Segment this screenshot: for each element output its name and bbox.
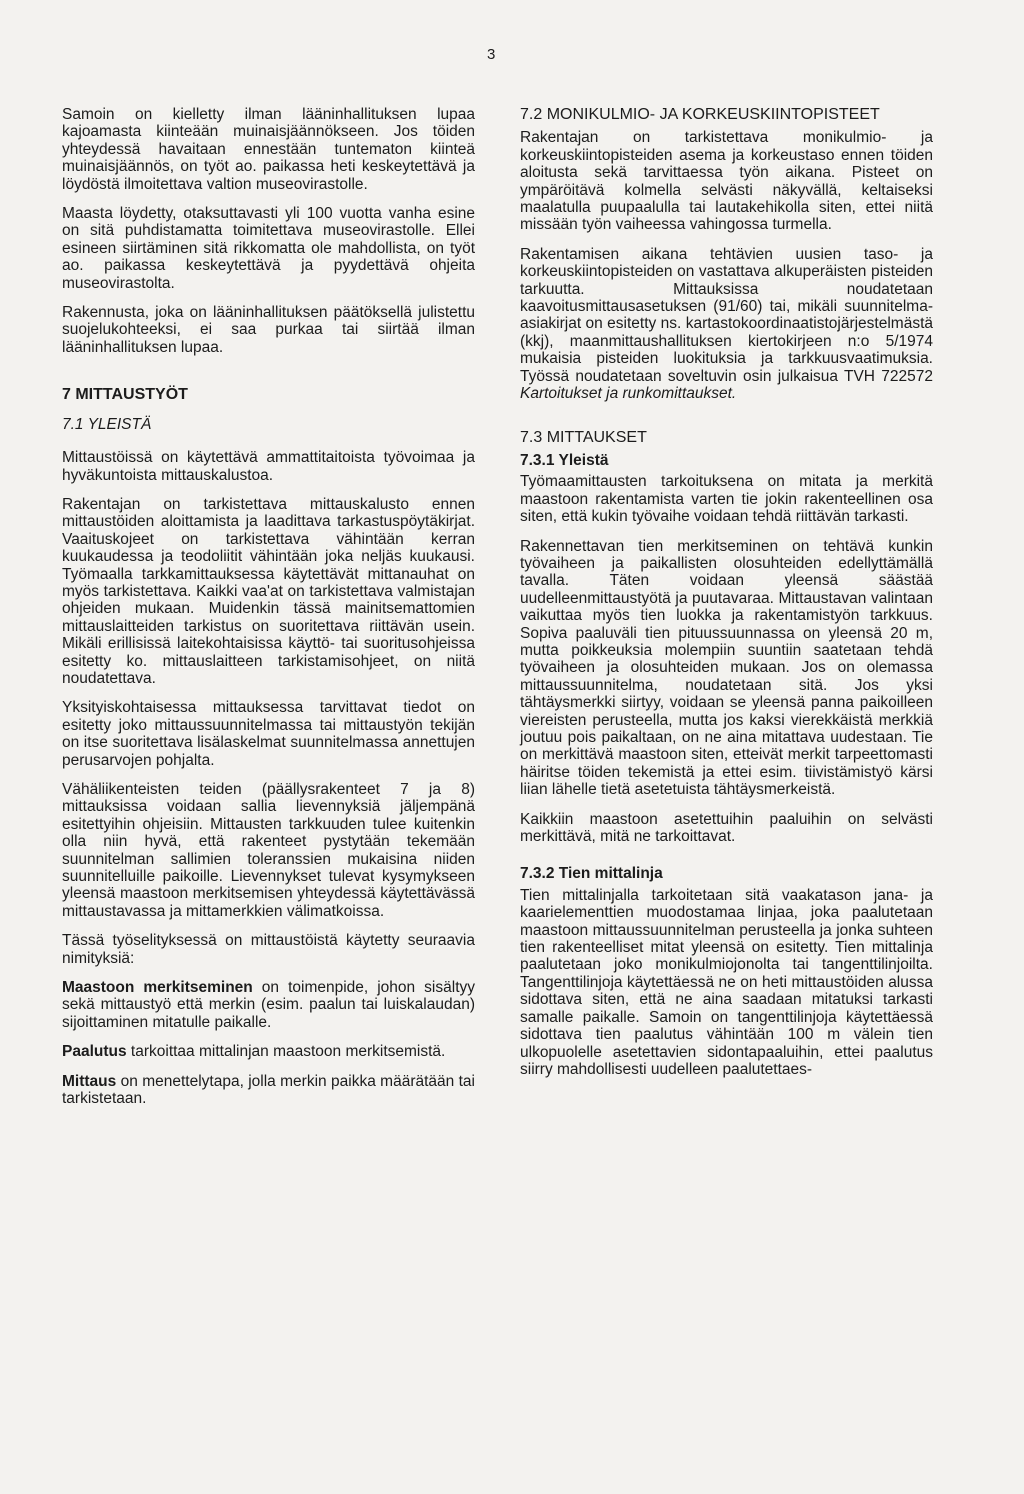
section-heading: 7.2 MONIKULMIO- JA KORKEUSKIINTOPISTEET: [520, 106, 880, 123]
paragraph: Samoin on kielletty ilman lääninhallituksen lupaa kajoamasta kiinteään muinaisjäännökseen. Jos töiden yhteydessä havaitaan ennestään tuntematon kiinteä muinaisjäännös, on työt ao. paikassa heti keskeytettävä ja löydöstä ilmoitettava valtion museovirastolle.: [62, 106, 475, 193]
term-definition: tarkoittaa mittalinjan maastoon merkitsemistä.: [126, 1043, 446, 1061]
term: Paalutus: [62, 1043, 127, 1061]
paragraph: Vähäliikenteisten teiden (päällysrakenteet 7 ja 8) mittauksissa voidaan sallia lievennyksiä jäljempänä esitettyihin ohjeisiin. Mittausten tarkkuuden tulee kuitenkin olla niin hyvä, että rakenteet pystytään tekemään suunnitelman sallimien toleranssien mukaisina niiden suunnitelluille paikoille. Lievennykset tulevat kysymykseen yleensä maastoon merkitsemisen yhteydessä käytettävässä mittaustavassa ja mittamerkkien välimatkoissa.: [62, 781, 475, 920]
term: Mittaus: [62, 1072, 117, 1090]
paragraph: Mittaustöissä on käytettävä ammattitaitoista työvoimaa ja hyväkuntoista mittauskalustoa.: [62, 449, 475, 484]
term-definition: on menettelytapa, jolla merkin paikka määrätään tai tarkistetaan.: [62, 1072, 475, 1108]
section-heading: 7 MITTAUSTYÖT: [62, 386, 188, 404]
paragraph: [520, 246, 933, 403]
definition-paragraph: [62, 1073, 475, 1108]
subsection-heading: 7.1 YLEISTÄ: [62, 415, 152, 433]
paragraph: Tässä työselityksessä on mittaustöistä käytetty seuraavia nimityksiä:: [62, 932, 475, 967]
term-definition: on toimenpide, johon sisältyy sekä mittaustyö että merkin (esim. paalun tai luiskalaudan) sijoittaminen mitatulle paikalle.: [62, 979, 475, 1031]
term: Maastoon merkitseminen: [62, 979, 253, 997]
paragraph: Rakentajan on tarkistettava monikulmio- ja korkeuskiintopisteiden asema ja korkeustaso ennen töiden aloitusta sekä tarvittaessa työn aikana. Pisteet on ympäröitävä kolmella selvästi näkyvällä, keltaiseksi maalatulla puupaalulla tai lautakehikolla siten, ettei niitä missään työn vaiheessa vahingossa turmella.: [520, 129, 933, 234]
page-number: 3: [487, 46, 496, 63]
right-column: [520, 106, 933, 1090]
subsection-heading: 7.3.2 Tien mittalinja: [520, 865, 663, 883]
left-column: [62, 106, 475, 1120]
publication-title: Kartoitukset ja runkomittaukset.: [520, 385, 737, 403]
paragraph-text: Rakentamisen aikana tehtävien uusien taso- ja korkeuskiintopisteiden on vastattava alkuperäisten pisteiden tarkuutta. Mittauksissa noudatetaan kaavoitusmittausasetuksen (91/60) tai, mikäli suunnitelma-asiakirjat on esitetty ns. kartastokoordinaatistojärjestelmästä (kkj), maanmittaushallituksen kiertokirjeen n:o 5/1974 mukaisia pisteiden luokituksia ja tarkkuusvaatimuksia. Työssä noudatetaan soveltuvin osin julkaisua TVH 722572: [520, 245, 933, 385]
paragraph: Yksityiskohtaisessa mittauksessa tarvittavat tiedot on esitetty joko mittaussuunnitelmassa tai mittaustyön tekijän on itse suoritettava lisälaskelmat suunnitelmassa annettujen perusarvojen pohjalta.: [62, 699, 475, 769]
paragraph: Rakennusta, joka on lääninhallituksen päätöksellä julistettu suojelukohteeksi, ei saa purkaa tai siirtää ilman lääninhallituksen lupaa.: [62, 304, 475, 356]
definition-paragraph: [62, 979, 475, 1031]
paragraph: Tien mittalinjalla tarkoitetaan sitä vaakatason jana- ja kaarielementtien muodostamaa linjaa, joka paalutetaan maastoon mittaussuunnitelman perusteella ja jonka suhteen tien rakenteelliset mitat yleensä on esitetty. Tien mittalinja paalutetaan joko monikulmiojonolta tai tangenttilinjoilta. Tangenttilinjoja käytettäessä ne on heti mittaustöiden alussa sidottava siten, että ne aina saadaan mitatuksi tarkasti samalle paikalle. Samoin on tangenttilinjoja käytettäessä sidottava tien paalutus vähintään 100 m välein tien ulkopuolelle asetettavien sidontapaaluihin, ettei paalutus siirry mahdollisesti uudelleen paalutettaes-: [520, 886, 933, 1078]
paragraph: Rakentajan on tarkistettava mittauskalusto ennen mittaustöiden aloittamista ja laadittava tarkastuspöytäkirjat. Vaaituskojeet on tarkistettava vähintään kerran kuukaudessa ja teodoliitit vähintään joka neljäs kuukausi. Työmaalla tarkkamittauksessa käytettävät mittanauhat on myös tarkistettava. Kaikki vaa'at on tarkistettava valmistajan ohjeiden mukaan. Muidenkin tässä mainitsemattomien mittauslaitteiden tarkistus on suoritettava riittävän usein. Mikäli erillisissä laitekohtaisissa käyttö- tai suoritusohjeissa esitetty ko. mittauslaitteen tarkistamisohjeet, on niitä noudatettava.: [62, 495, 475, 687]
paragraph: Rakennettavan tien merkitseminen on tehtävä kunkin työvaiheen ja paikallisten olosuhteiden edellyttämällä tavalla. Täten voidaan yleensä säästää uudelleenmittaustyötä ja puutavaraa. Mittaustavan valintaan vaikuttaa myös tien luokka ja rakentamistyön tarkkuus. Sopiva paaluväli tien pituussuunnassa on yleensä 20 m, mutta poikkeuksia molempiin suuntiin saatetaan tehdä työvaiheen ja olosuhteiden mukaan. Jos on olemassa mittaussuunnitelma, noudatetaan sitä. Jos yksi tähtäysmerkki siirtyy, voidaan se yleensä panna paikoilleen viereisten perusteella, mutta jos kaksi vierekkäistä merkkiä joutuu pois paikaltaan, on ne aina mitattava uudestaan. Tie on merkittävä maastoon siten, etteivät merkit tarpeettomasti häiritse töiden tekemistä ja ettei esim. tiivistämistyö kärsi liian lähelle tietä asetetuista tähtäysmerkeistä.: [520, 537, 933, 799]
paragraph: Kaikkiin maastoon asetettuihin paaluihin on selvästi merkittävä, mitä ne tarkoittavat.: [520, 810, 933, 846]
paragraph: Työmaamittausten tarkoituksena on mitata ja merkitä maastoon rakentamista varten tie jokin rakenteellinen osa siten, että kukin työvaihe voidaan tehdä riittävän tarkasti.: [520, 473, 933, 526]
definition-paragraph: [62, 1043, 475, 1060]
subsection-heading: 7.3.1 Yleistä: [520, 451, 609, 469]
paragraph: Maasta löydetty, otaksuttavasti yli 100 vuotta vanha esine on sitä puhdistamatta toimitettava museovirastolle. Ellei esineen siirtäminen sitä rikkomatta ole mahdollista, on työt ao. paikassa keskeytettävä ja pyydettävä ohjeita museovirastolta.: [62, 205, 475, 292]
section-heading: 7.3 MITTAUKSET: [520, 428, 647, 446]
